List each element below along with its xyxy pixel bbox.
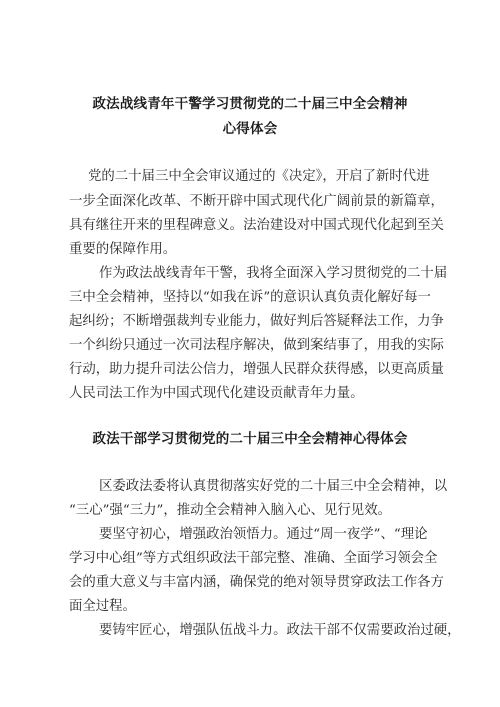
article2-p1-line2: “三心”强“三力”，推动全会精神入脑入心、见行见效。 bbox=[69, 503, 391, 518]
article1-p2-line6: 人民司法工作为中国式现代化建设贡献青年力量。 bbox=[69, 386, 364, 401]
article1-p1-line3: 具有继往开来的里程碑意义。法治建设对中国式现代化起到至关 bbox=[69, 218, 444, 233]
article2-p2-line1: 要坚守初心，增强政治领悟力。通过“周一夜学”、“理论 bbox=[99, 527, 428, 542]
article1-p1-line4: 重要的保障作用。 bbox=[69, 242, 177, 257]
article1-p2-line1: 作为政法战线青年干警，我将全面深入学习贯彻党的二十届 bbox=[99, 266, 448, 281]
article2-p2-line4: 面全过程。 bbox=[69, 599, 136, 614]
article2-p3-line1: 要铸牢匠心，增强队伍战斗力。政法干部不仅需要政治过硬， bbox=[99, 623, 461, 638]
article1-p2-line3: 起纠纷；不断增强裁判专业能力，做好判后答疑释法工作，力争 bbox=[69, 314, 444, 329]
article1-p1-line2: 一步全面深化改革、不断开辟中国式现代化广阔前景的新篇章， bbox=[69, 194, 444, 209]
article1-p2-line2: 三中全会精神，坚持以“如我在诉”的意识认真负责化解好每一 bbox=[69, 290, 431, 305]
article2-p2-line2: 学习中心组”等方式组织政法干部完整、准确、全面学习领会全 bbox=[69, 551, 438, 566]
article2-p1-line1: 区委政法委将认真贯彻落实好党的二十届三中全会精神，以 bbox=[99, 479, 448, 494]
article1-p2-line4: 一个纠纷只通过一次司法程序解决，做到案结事了，用我的实际 bbox=[69, 338, 444, 353]
article1-title-line2: 心得体会 bbox=[222, 121, 278, 137]
article1-p2-line5: 行动，助力提升司法公信力，增强人民群众获得感，以更高质量 bbox=[69, 362, 444, 377]
article1-p1-line1: 党的二十届三中全会审议通过的《决定》，开启了新时代进 bbox=[88, 169, 430, 184]
article2-p2-line3: 会的重大意义与丰富内涵，确保党的绝对领导贯穿政法工作各方 bbox=[69, 575, 444, 590]
article1-title-line1: 政法战线青年干警学习贯彻党的二十届三中全会精神 bbox=[92, 96, 408, 112]
article2-title: 政法干部学习贯彻党的二十届三中全会精神心得体会 bbox=[92, 431, 408, 447]
